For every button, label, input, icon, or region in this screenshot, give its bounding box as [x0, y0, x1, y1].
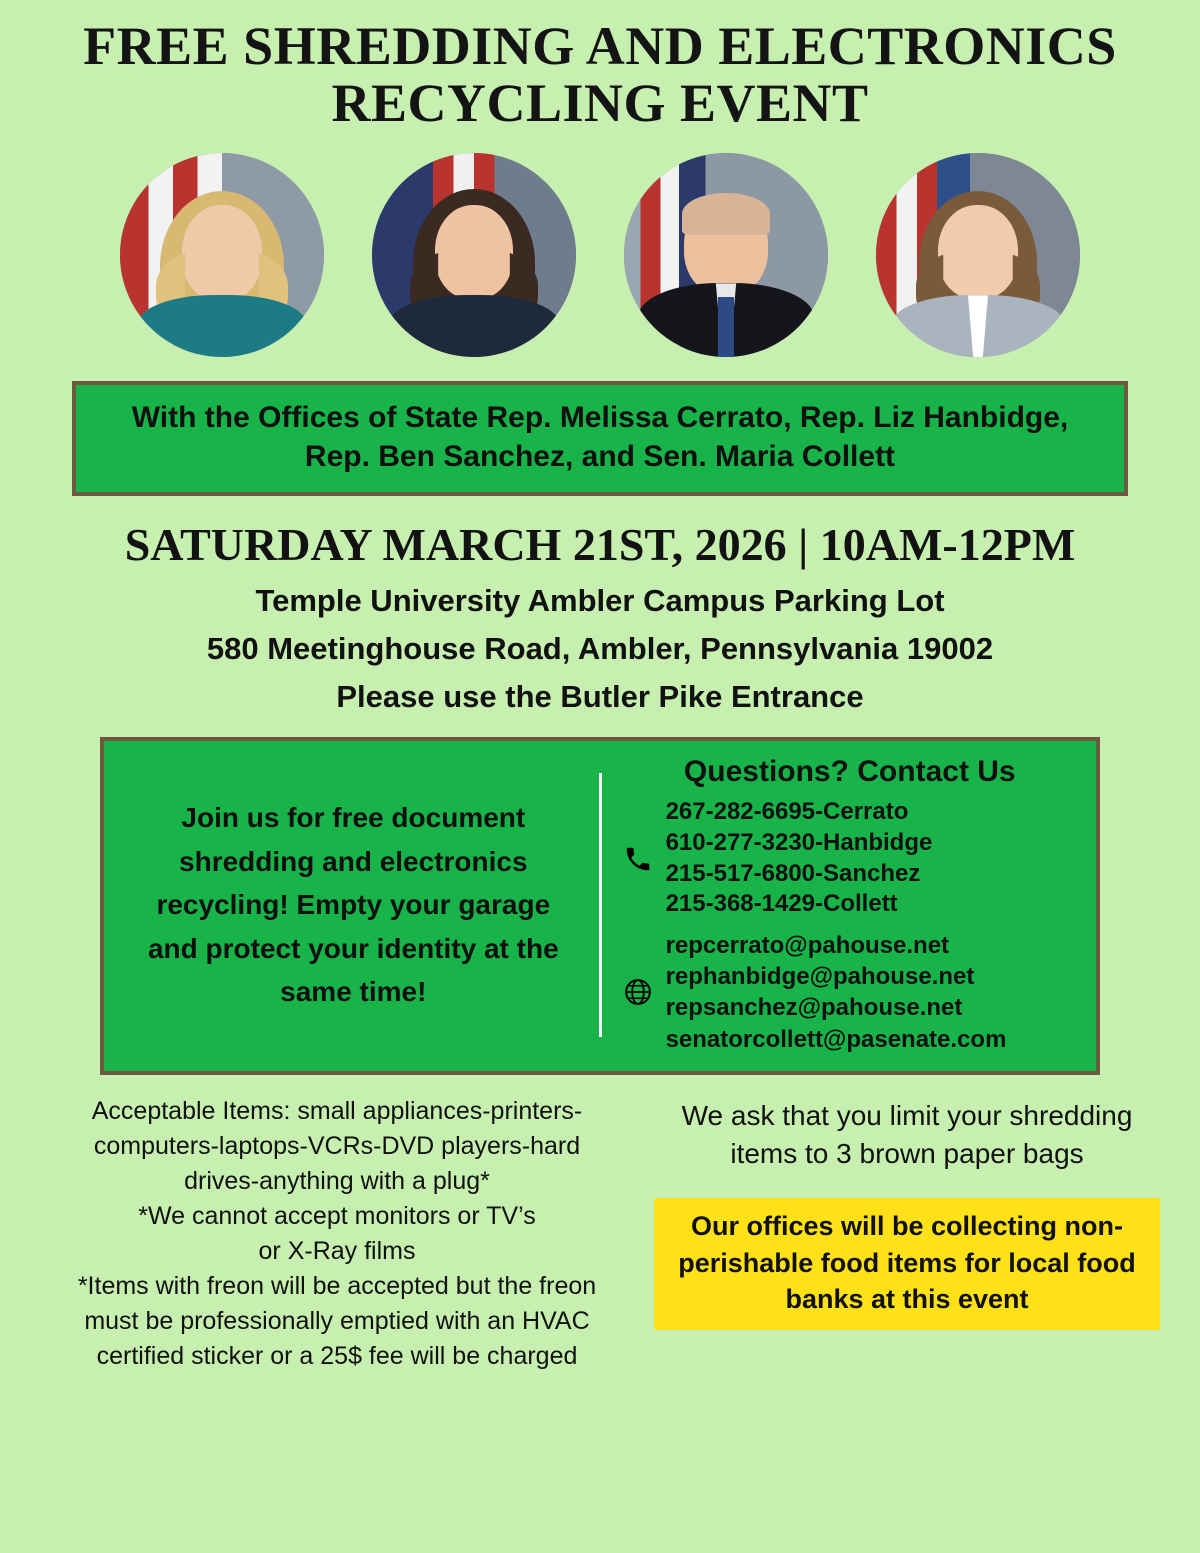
- bottom-section: [40, 1095, 1160, 1375]
- phone-sanchez[interactable]: 215-517-6800-Sanchez: [665, 859, 921, 887]
- email-contact-row: [620, 930, 1080, 1055]
- acceptable-items-line-6: *Items with freon will be accepted but the freon: [77, 1271, 597, 1300]
- acceptable-items-line-5: or X-Ray films: [258, 1236, 416, 1265]
- email-hanbidge[interactable]: rephanbidge@pahouse.net: [665, 963, 975, 991]
- info-banner: [100, 737, 1100, 1075]
- acceptable-items-line-7: must be professionally emptied with an HVAC: [84, 1306, 590, 1335]
- event-entrance-note: Please use the Butler Pike Entrance: [336, 679, 864, 715]
- offices-line-2: Rep. Ben Sanchez, and Sen. Maria Collett: [304, 439, 896, 473]
- event-blurb: [114, 755, 593, 1055]
- email-sanchez[interactable]: repsanchez@pahouse.net: [665, 994, 963, 1022]
- contact-section: [608, 755, 1086, 1055]
- shredding-limit-note: We ask that you limit your shredding items to 3 brown paper bags: [681, 1099, 1133, 1169]
- acceptable-items-line-2: computers-laptops-VCRs-DVD players-hard: [93, 1131, 581, 1160]
- portrait-row: [0, 153, 1200, 357]
- phone-collett[interactable]: 215-368-1429-Collett: [665, 890, 898, 918]
- offices-line-1: With the Offices of State Rep. Melissa Cerrato, Rep. Liz Hanbidge,: [131, 401, 1069, 435]
- phone-icon: [620, 844, 656, 874]
- portrait-ben-sanchez: [624, 153, 828, 357]
- acceptable-items-line-1: Acceptable Items: small appliances-printers-: [91, 1096, 583, 1125]
- acceptable-items-block: [40, 1095, 634, 1375]
- email-list: [666, 930, 1007, 1055]
- event-venue: Temple University Ambler Campus Parking Lot: [255, 583, 945, 619]
- food-drive-callout: Our offices will be collecting non-perishable food items for local food banks at this event: [654, 1198, 1160, 1329]
- event-blurb-text: Join us for free document shredding and electronics recycling! Empty your garage and protect your identity at the same time!: [147, 802, 559, 1008]
- email-collett[interactable]: senatorcollett@pasenate.com: [665, 1025, 1007, 1053]
- offices-banner: [72, 381, 1128, 496]
- acceptable-items-line-3: drives-anything with a plug*: [184, 1166, 490, 1195]
- portrait-maria-collett: [876, 153, 1080, 357]
- event-date: SATURDAY MARCH 21ST, 2026 | 10AM-12PM: [124, 519, 1076, 571]
- portrait-liz-hanbidge: [372, 153, 576, 357]
- vertical-divider: [599, 773, 602, 1037]
- acceptable-items-line-8: certified sticker or a 25$ fee will be charged: [96, 1341, 578, 1370]
- phone-hanbidge[interactable]: 610-277-3230-Hanbidge: [665, 828, 933, 856]
- event-address: 580 Meetinghouse Road, Ambler, Pennsylvania 19002: [206, 631, 994, 667]
- page-title: FREE SHREDDING AND ELECTRONICS RECYCLING EVENT: [83, 16, 1117, 133]
- phone-list: [666, 797, 933, 920]
- email-cerrato[interactable]: repcerrato@pahouse.net: [665, 932, 950, 960]
- contact-heading: Questions? Contact Us: [683, 755, 1016, 789]
- phone-contact-row: [620, 797, 1080, 920]
- portrait-melissa-cerrato: [120, 153, 324, 357]
- right-notes-block: [654, 1095, 1160, 1375]
- phone-cerrato[interactable]: 267-282-6695-Cerrato: [665, 798, 909, 826]
- acceptable-items-line-4: *We cannot accept monitors or TV’s: [138, 1201, 536, 1230]
- globe-icon: [620, 977, 656, 1007]
